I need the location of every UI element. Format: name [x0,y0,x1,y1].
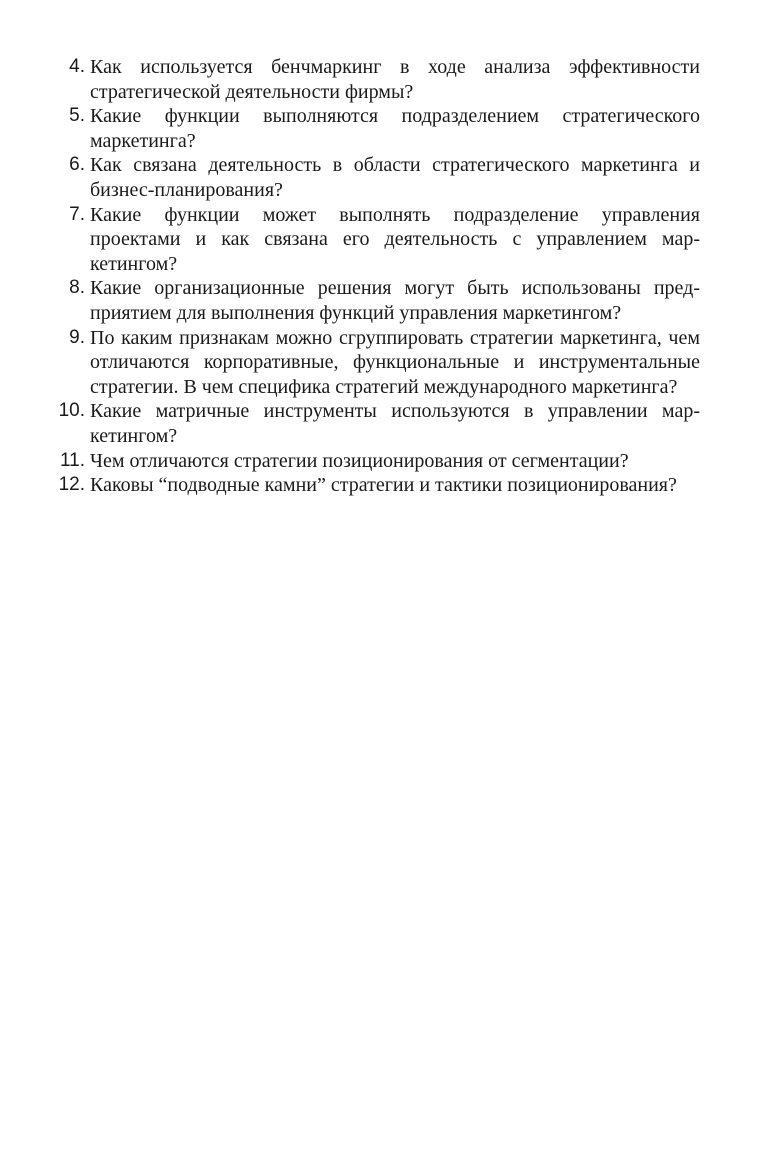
question-text: Как связана деятельность в области стратегического маркетинга и бизнес-планирования? [90,154,700,201]
question-item [50,276,700,325]
question-number: 5. [69,105,85,127]
question-text: Как используется бенчмаркинг в ходе анализа эффективности стратегической деятельности фирмы? [90,56,700,103]
question-item [50,399,700,448]
question-list [50,55,700,498]
question-number: 11. [59,449,85,471]
question-item [50,473,700,498]
question-item [50,55,700,104]
question-text: Какие функции выполняются подразделением стратегического маркетинга? [90,105,700,152]
question-text: Каковы “подводные камни” стратегии и тактики позиционирования? [90,474,677,497]
question-item [50,449,700,474]
question-number: 10. [58,400,85,422]
question-text: По каким признакам можно сгруппировать стратегии маркетинга, чем отличаются корпоративные, функциональные и инструментальные стратегии. В чем специфика стратегий международного маркетинга? [90,326,700,398]
question-text: Чем отличаются стратегии позиционирования от сегментации? [90,449,629,472]
question-number: 9. [69,326,85,348]
question-item [50,203,700,277]
question-number: 4. [69,56,85,77]
question-text: Какие организационные решения могут быть использованы предприятием для выполнения функций управления маркетингом? [90,277,700,324]
question-number: 8. [69,277,85,299]
question-item [50,326,700,400]
question-item [50,104,700,153]
question-number: 7. [69,203,85,225]
question-text: Какие матричные инструменты используются в управлении маркетингом? [90,400,700,447]
question-text: Какие функции может выполнять подразделение управления проектами и как связана его деятельность с управлением маркетингом? [90,203,700,275]
question-number: 12. [58,474,85,496]
question-number: 6. [69,154,85,176]
question-item [50,153,700,202]
